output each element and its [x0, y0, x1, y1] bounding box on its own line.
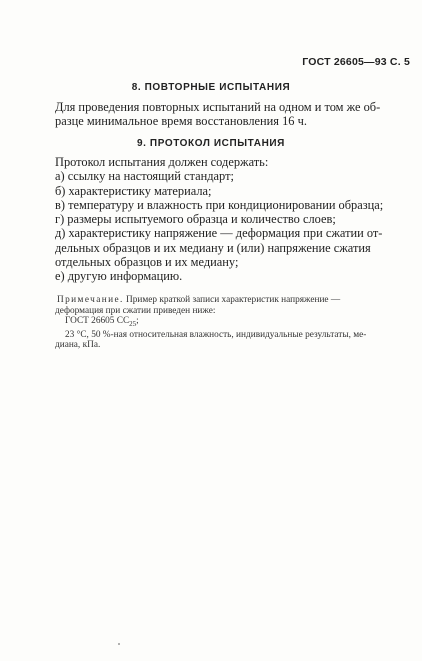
- list-item: отдельных образцов и их медиану;: [55, 255, 239, 270]
- note-line-5: диана, кПа.: [55, 340, 101, 351]
- note-line-4: 23 °С, 50 %-ная относительная влажность, индивидуальные результаты, ме-: [65, 329, 367, 340]
- list-item: дельных образцов и их медиану и (или) напряжение сжатия: [55, 240, 371, 255]
- note-line-1: [55, 295, 397, 306]
- list-item: в) температуру и влажность при кондиционировании образца;: [55, 197, 384, 212]
- section-9-intro: Протокол испытания должен содержать:: [55, 155, 269, 169]
- note-block: [55, 295, 397, 351]
- note-text: Пример краткой записи характеристик напряжение —: [123, 295, 341, 305]
- section-8-line: разце минимальное время восстановления 16 ч.: [55, 114, 307, 129]
- section-9-content: [55, 155, 397, 284]
- standard-code: ГОСТ 26605 СС: [65, 316, 130, 327]
- section-8-paragraph: [55, 100, 395, 128]
- list-item: б) характеристику материала;: [55, 183, 212, 198]
- list-item: а) ссылку на настоящий стандарт;: [55, 169, 234, 184]
- note-line-3: [55, 316, 397, 329]
- list-item: г) размеры испытуемого образца и количество слоев;: [55, 212, 336, 227]
- list-item: д) характеристику напряжение — деформация при сжатии от-: [55, 226, 383, 241]
- page-speck: [118, 643, 120, 645]
- section-9-title: 9. ПРОТОКОЛ ИСПЫТАНИЯ: [137, 138, 285, 149]
- standard-code-end: ;: [136, 316, 139, 327]
- page-header: ГОСТ 26605—93 С. 5: [302, 56, 410, 68]
- note-label: Примечание.: [57, 295, 124, 305]
- section-8-title: 8. ПОВТОРНЫЕ ИСПЫТАНИЯ: [131, 82, 291, 93]
- standard-subscript: 25: [129, 320, 137, 329]
- section-8-line: Для проведения повторных испытаний на одном и том же об-: [55, 100, 381, 114]
- note-line-2: деформация при сжатии приведен ниже:: [55, 305, 216, 316]
- list-item: е) другую информацию.: [55, 269, 183, 284]
